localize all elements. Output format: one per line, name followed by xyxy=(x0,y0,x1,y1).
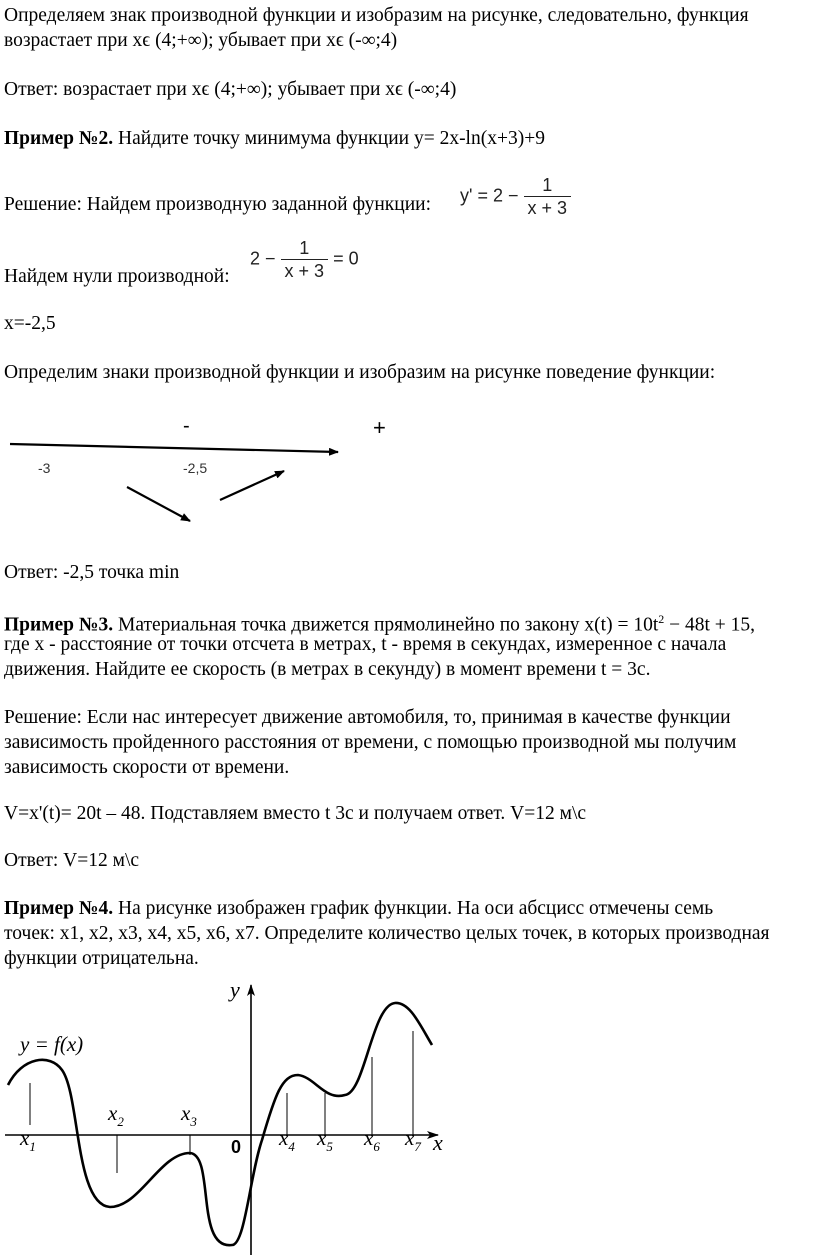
zeros-text: Найдем нули производной: xyxy=(4,266,230,287)
function-graph xyxy=(0,975,460,1256)
point-label-x5: $x_5$ xyxy=(317,1126,333,1154)
exponent: 2 xyxy=(658,612,665,626)
derivative-formula xyxy=(460,174,571,219)
increase-arrow xyxy=(220,471,284,500)
formula-lhs: 2 − xyxy=(250,248,276,269)
sign-diagram xyxy=(0,405,420,530)
signs-text: Определим знаки производной функции и изобразим на рисунке поведение функции: xyxy=(4,362,716,383)
example2-statement xyxy=(4,126,814,151)
example-title: Пример №2. xyxy=(4,128,114,149)
solution-text: Решение: Найдем производную заданной функции: xyxy=(4,194,431,215)
solution-line: зависимость скорости от времени. xyxy=(4,757,290,778)
point-label-x7: $x_7$ xyxy=(405,1126,421,1154)
fraction-denominator: x + 3 xyxy=(284,261,325,281)
fraction-numerator: 1 xyxy=(524,174,572,197)
formula-lhs: y' = 2 − xyxy=(460,185,519,206)
solution-line: зависимость пройденного расстояния от времени, с помощью производной мы получим xyxy=(4,732,737,753)
example3-line: где x - расстояние от точки отсчета в метрах, t - время в секундах, измеренное с начала xyxy=(4,634,727,655)
example4-line: функции отрицательна. xyxy=(4,948,199,969)
point-label-x1: $x_1$ xyxy=(20,1126,36,1154)
point-label-x2: $x_2$ xyxy=(108,1101,124,1129)
origin-label: 0 xyxy=(231,1137,242,1157)
paragraph-line: Определяем знак производной функции и изобразим на рисунке, следовательно, функция xyxy=(4,5,749,26)
solution-line: Решение: Если нас интересует движение автомобиля, то, принимая в качестве функции xyxy=(4,707,731,728)
x-axis-label: x xyxy=(433,1130,443,1155)
zeros-formula xyxy=(250,237,359,282)
decrease-arrow xyxy=(127,487,190,521)
example-title: Пример №4. xyxy=(4,898,114,919)
fraction-numerator: 1 xyxy=(281,237,329,260)
paragraph-line: возрастает при xϵ (4;+∞); убывает при xϵ (-∞;4) xyxy=(4,30,398,51)
function-label: y = f(x) xyxy=(20,1032,84,1056)
fraction xyxy=(524,174,572,219)
tick-label: -2,5 xyxy=(183,460,208,476)
example-text: Найдите точку минимума функции y= 2x-ln(x+3)+9 xyxy=(113,128,545,149)
fraction xyxy=(281,237,329,282)
example4-line xyxy=(4,896,814,921)
y-axis-label: y xyxy=(230,977,240,1002)
example3-line: движения. Найдите ее скорость (в метрах в секунду) в момент времени t = 3c. xyxy=(4,659,651,680)
answer-text: Ответ: возрастает при xϵ (4;+∞); убывает при xϵ (-∞;4) xyxy=(4,79,457,100)
example4-line: точек: x1, x2, x3, x4, x5, x6, x7. Определите количество целых точек, в которых производная xyxy=(4,923,770,944)
point-label-x6: $x_6$ xyxy=(364,1126,380,1154)
calculation-text: V=x'(t)= 20t – 48. Подставляем вместо t 3с и получаем ответ. V=12 м\с xyxy=(4,803,587,824)
fraction-denominator: x + 3 xyxy=(527,198,568,218)
example-text: − 48t + 15, xyxy=(664,614,756,636)
answer-text: Ответ: V=12 м\с xyxy=(4,850,140,871)
point-label-x4: $x_4$ xyxy=(279,1126,295,1154)
formula-rhs: = 0 xyxy=(333,248,359,269)
root-value: x=-2,5 xyxy=(4,313,56,334)
point-label-x3: $x_3$ xyxy=(181,1101,197,1129)
example-text: На рисунке изображен график функции. На оси абсцисс отмечены семь xyxy=(113,898,714,919)
answer-text: Ответ: -2,5 точка min xyxy=(4,562,180,583)
example-title: Пример №3. xyxy=(4,614,114,636)
plus-sign: + xyxy=(373,415,386,440)
tick-label: -3 xyxy=(38,460,51,476)
number-line xyxy=(10,444,338,452)
example-text: Материальная точка движется прямолинейно по закону x(t) = 10t xyxy=(113,614,659,636)
minus-sign: - xyxy=(183,415,190,437)
